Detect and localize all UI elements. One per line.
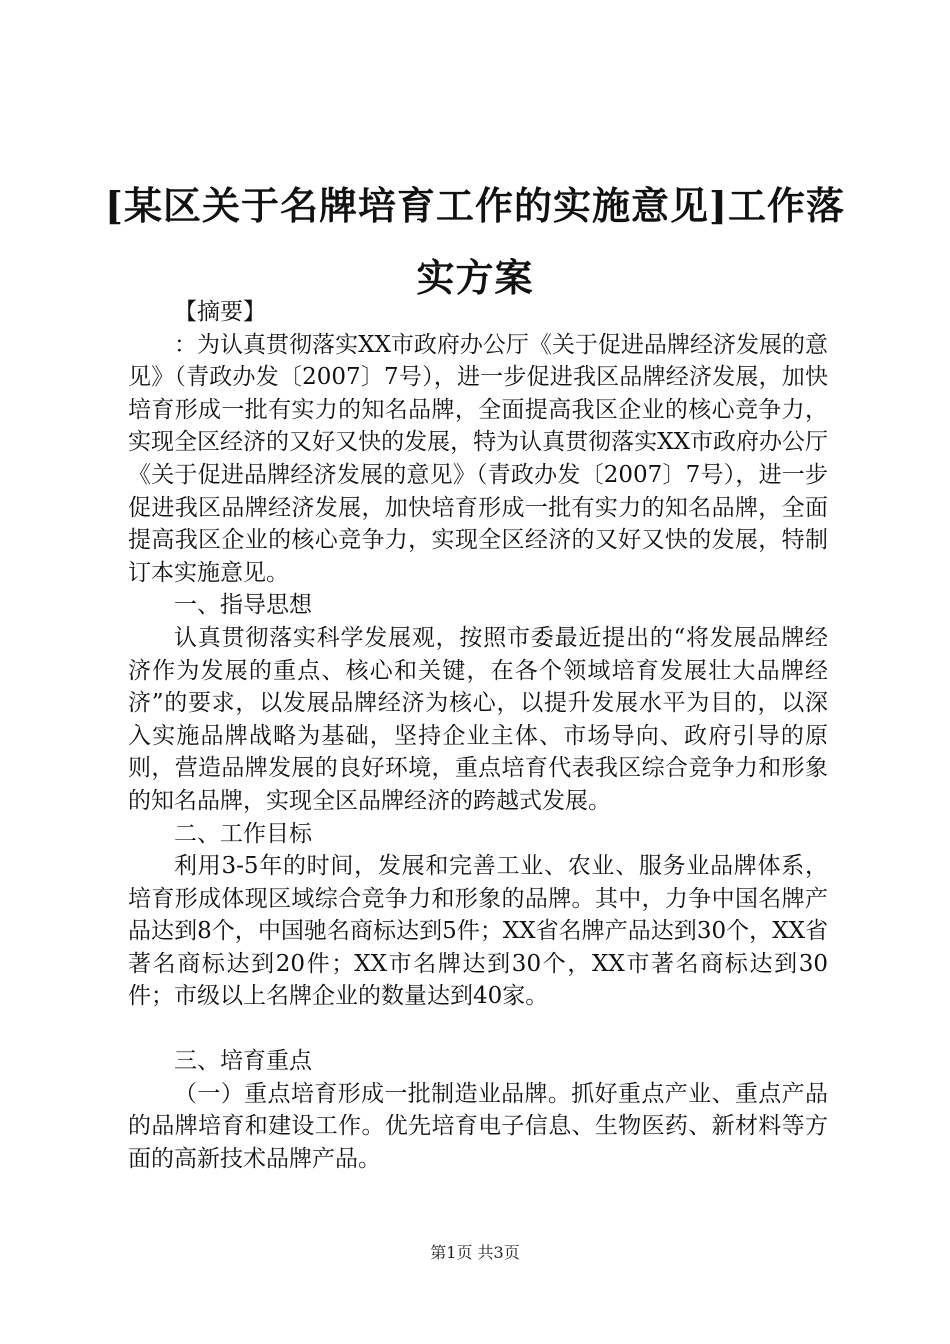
document-body xyxy=(128,296,828,1175)
page-footer: 第1页 共3页 xyxy=(430,1243,520,1262)
work-goals-paragraph: 利用3-5年的时间，发展和完善工业、农业、服务业品牌体系，培育形成体现区域综合竞争力和形象的品牌。其中，力争中国名牌产品达到8个，中国驰名商标达到5件；XX省名牌产品达到30个，XX省著名商标达到20件；XX市名牌达到30个，XX市著名商标达到30件；市级以上名牌企业的数量达到40家。 xyxy=(128,853,828,1010)
paragraph-spacer xyxy=(128,1013,828,1045)
abstract-paragraph: ：为认真贯彻落实XX市政府办公厅《关于促进品牌经济发展的意见》（青政办发〔2007〕7号），进一步促进我区品牌经济发展，加快培育形成一批有实力的知名品牌，全面提高我区企业的核心竞争力，实现全区经济的又好又快的发展，特为认真贯彻落实XX市政府办公厅《关于促进品牌经济发展的意见》（青政办发〔2007〕7号），进一步促进我区品牌经济发展，加快培育形成一批有实力的知名品牌，全面提高我区企业的核心竞争力，实现全区经济的又好又快的发展，特制订本实施意见。 xyxy=(128,331,828,586)
section-heading-guiding-ideology: 一、指导思想 xyxy=(174,592,312,619)
document-title: [某区关于名牌培育工作的实施意见]工作落实方案 xyxy=(105,183,845,300)
abstract-tag: 【摘要】 xyxy=(174,299,266,325)
cultivation-focus-paragraph: （一）重点培育形成一批制造业品牌。抓好重点产业、重点产品的品牌培育和建设工作。优先培育电子信息、生物医药、新材料等方面的高新技术品牌产品。 xyxy=(128,1080,828,1172)
section-heading-work-goals: 二、工作目标 xyxy=(174,820,312,847)
guiding-ideology-paragraph: 认真贯彻落实科学发展观，按照市委最近提出的“将发展品牌经济作为发展的重点、核心和关键，在各个领域培育发展壮大品牌经济”的要求，以发展品牌经济为核心，以提升发展水平为目的，以深入实施品牌战略为基础，坚持企业主体、市场导向、政府引导的原则，营造品牌发展的良好环境，重点培育代表我区综合竞争力和形象的知名品牌，实现全区品牌经济的跨越式发展。 xyxy=(128,624,828,814)
section-heading-cultivation-focus: 三、培育重点 xyxy=(174,1048,312,1075)
